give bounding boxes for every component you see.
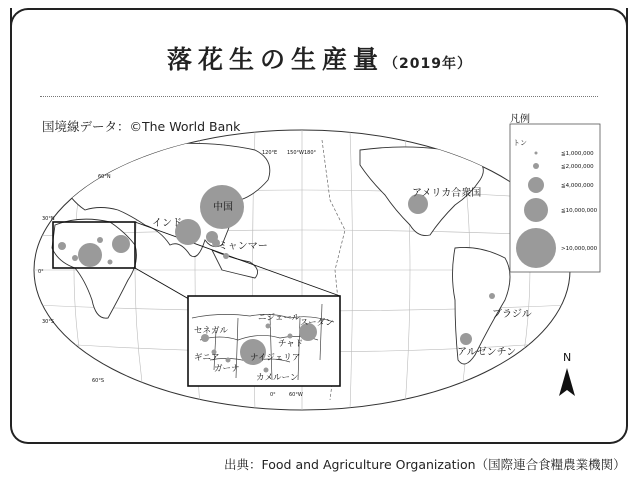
label-senegal: セネガル — [194, 326, 229, 336]
bubble-chad — [288, 334, 293, 339]
legend-label-3: ≦4,000,000 — [561, 183, 594, 189]
label-cameroon: カメルーン — [256, 373, 299, 383]
label-china: 中国 — [213, 202, 233, 213]
label-guinea: ギニア — [194, 353, 220, 363]
bubble-africa-4 — [72, 255, 78, 261]
bubble-africa-6 — [108, 260, 113, 265]
legend-label-5: >10,000,000 — [561, 246, 598, 252]
africa-inset — [188, 296, 340, 386]
lat-label-30s: 30°S — [42, 319, 55, 325]
bubble-africa-3 — [58, 242, 66, 250]
bubble-southeast-asia-2 — [223, 253, 229, 259]
bubble-ghana — [226, 358, 231, 363]
lon-label-60w: 60°W — [289, 392, 303, 398]
legend-title: 凡例 — [510, 114, 530, 125]
lat-label-60s: 60°S — [92, 378, 105, 384]
label-ghana: ガーナ — [214, 364, 240, 374]
bubble-brazil — [489, 293, 495, 299]
legend-swatch-4 — [524, 198, 548, 222]
zoom-connector-top — [135, 222, 340, 296]
legend-swatch-2 — [533, 163, 539, 169]
legend-label-4: ≦10,000,000 — [561, 208, 598, 214]
map-credit: 国境線データ：©The World Bank — [42, 119, 241, 134]
lon-label-0: 0° — [270, 392, 276, 398]
bubble-africa-1 — [78, 243, 102, 267]
legend-label-2: ≦2,000,000 — [561, 164, 594, 170]
label-brazil: ブラジル — [492, 309, 532, 320]
legend — [510, 112, 600, 272]
lat-label-30n: 30°N — [42, 216, 55, 222]
bubble-argentina — [460, 333, 472, 345]
bubble-niger — [266, 324, 271, 329]
bubble-cameroon — [264, 368, 269, 373]
label-myanmar: ミャンマー — [218, 241, 268, 252]
source-note: 出典：Food and Agriculture Organization（国際連合食糧農業機関） — [224, 457, 626, 472]
label-sudan: スーダン — [300, 318, 334, 328]
label-argentina: アルゼンチン — [457, 347, 517, 358]
lon-label-150w: 150°W180° — [287, 150, 317, 156]
lon-label-120e: 120°E — [262, 150, 278, 156]
north-arrow — [559, 351, 575, 396]
legend-swatch-3 — [528, 177, 544, 193]
lat-label-60n: 60°N — [98, 174, 111, 180]
bubble-africa-2 — [112, 235, 130, 253]
legend-swatch-5 — [516, 228, 556, 268]
north-arrow-icon — [559, 368, 575, 396]
lat-label-0: 0° — [38, 269, 44, 275]
legend-label-1: ≦1,000,000 — [561, 151, 594, 157]
bubble-africa-5 — [97, 237, 103, 243]
label-chad: チャド — [278, 339, 304, 349]
label-usa: アメリカ合衆国 — [412, 188, 482, 199]
label-india: インド — [152, 218, 182, 229]
north-label: N — [563, 351, 572, 364]
title-text: 落花生の生産量 — [167, 45, 385, 74]
title-year: （2019年） — [384, 56, 472, 72]
label-nigeria: ナイジェリア — [250, 353, 301, 363]
label-niger: ニジェール — [258, 313, 301, 323]
legend-swatch-1 — [535, 152, 538, 155]
legend-unit: トン — [513, 139, 527, 147]
